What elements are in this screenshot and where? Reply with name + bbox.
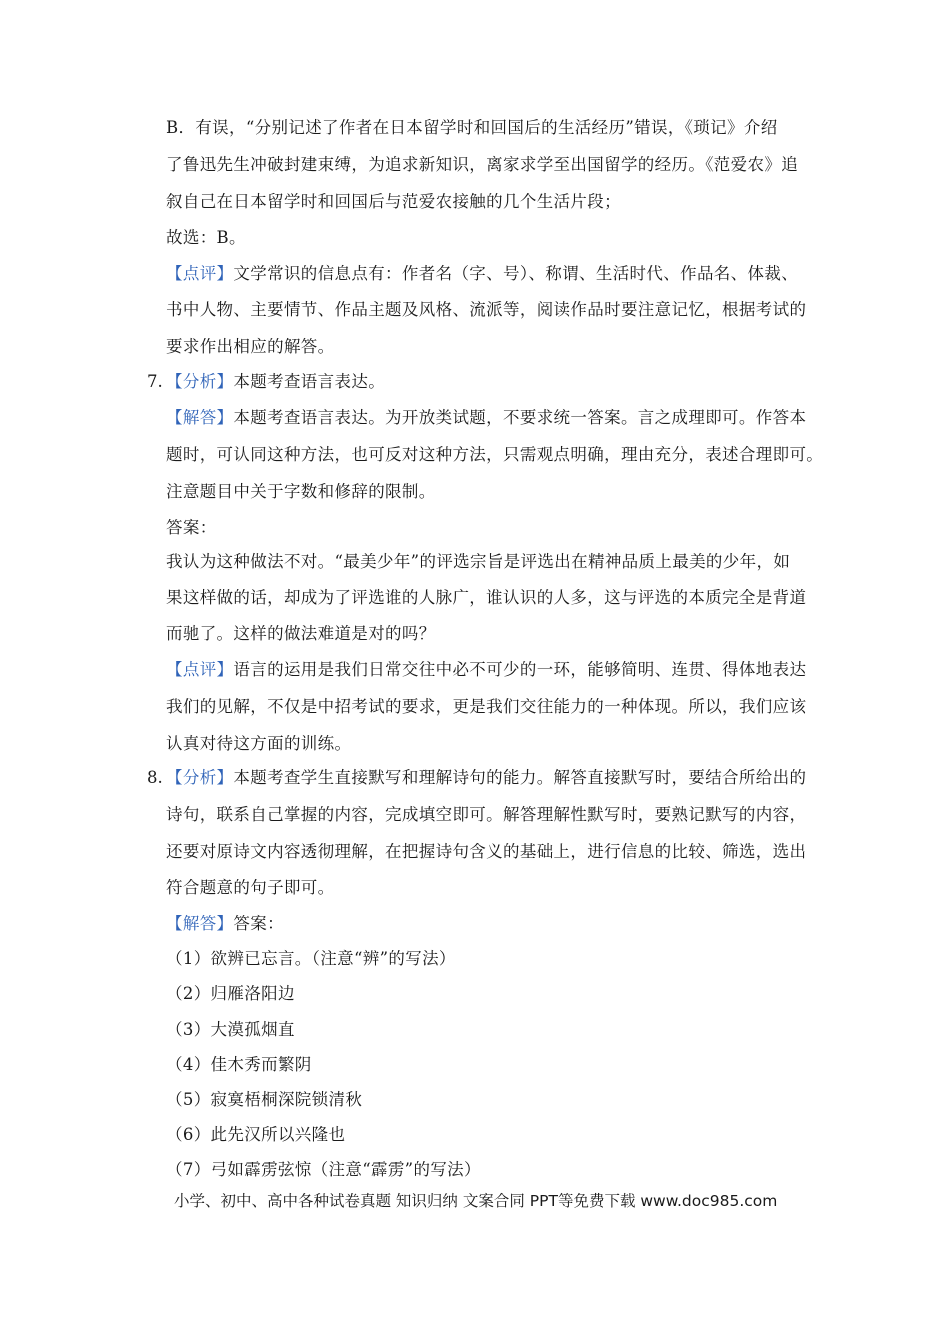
q8-answer-item-3: （3）大漠孤烟直 <box>166 1020 295 1039</box>
q7-answer-text-line-2: 果这样做的话，却成为了评选谁的人脉广，谁认识的人多，这与评选的本质完全是背道 <box>166 588 807 607</box>
analysis-tag: 【分析】 <box>166 372 234 391</box>
q8-analysis-line-4: 符合题意的句子即可。 <box>166 878 335 897</box>
q6-choice: 故选：B。 <box>166 228 246 247</box>
q7-number: 7. <box>147 372 163 391</box>
q8-answer-heading: 【解答】答案： <box>166 914 284 933</box>
review-tag: 【点评】 <box>166 264 234 283</box>
q8-answer-item-5: （5）寂寞梧桐深院锁清秋 <box>166 1090 363 1109</box>
q7-analysis: 【分析】本题考查语言表达。 <box>166 372 386 391</box>
answer-tag: 【解答】 <box>166 914 234 933</box>
q6-explanation-line-1: B．有误，“分别记述了作者在日本留学时和回国后的生活经历”错误，《琐记》介绍 <box>166 118 778 137</box>
q6-review-line-3: 要求作出相应的解答。 <box>166 337 335 356</box>
q6-explanation-line-2: 了鲁迅先生冲破封建束缚，为追求新知识，离家求学至出国留学的经历。《范爱农》追 <box>166 155 799 174</box>
q8-answer-item-4: （4）佳木秀而繁阴 <box>166 1055 312 1074</box>
q7-answer-line-3: 注意题目中关于字数和修辞的限制。 <box>166 482 436 501</box>
q6-review-line-1: 【点评】文学常识的信息点有：作者名（字、号）、称谓、生活时代、作品名、体裁、 <box>166 264 799 283</box>
review-tag: 【点评】 <box>166 660 234 679</box>
q8-number: 8. <box>147 768 163 787</box>
q6-explanation-line-3: 叙自己在日本留学时和回国后与范爱农接触的几个生活片段； <box>166 192 621 211</box>
q8-answer-item-6: （6）此先汉所以兴隆也 <box>166 1125 346 1144</box>
q7-answer-text-line-3: 而驰了。这样的做法难道是对的吗？ <box>166 624 436 643</box>
q8-answer-item-7: （7）弓如霹雳弦惊（注意“霹雳”的写法） <box>166 1160 481 1179</box>
q8-analysis-line-1: 【分析】本题考查学生直接默写和理解诗句的能力。解答直接默写时，要结合所给出的 <box>166 768 807 787</box>
q8-answer-item-2: （2）归雁洛阳边 <box>166 984 295 1003</box>
answer-tag: 【解答】 <box>166 408 234 427</box>
q7-answer-text-line-1: 我认为这种做法不对。“最美少年”的评选宗旨是评选出在精神品质上最美的少年，如 <box>166 552 791 571</box>
q7-review-line-3: 认真对待这方面的训练。 <box>166 734 352 753</box>
page-footer: 小学、初中、高中各种试卷真题 知识归纳 文案合同 PPT等免费下载 www.doc985.com <box>174 1192 778 1210</box>
q7-review-line-1: 【点评】语言的运用是我们日常交往中必不可少的一环，能够简明、连贯、得体地表达 <box>166 660 807 679</box>
q7-answer-line-2: 题时，可认同这种方法，也可反对这种方法，只需观点明确，理由充分，表述合理即可。 <box>166 445 824 464</box>
analysis-tag: 【分析】 <box>166 768 234 787</box>
q8-analysis-line-2: 诗句，联系自己掌握的内容，完成填空即可。解答理解性默写时，要熟记默写的内容， <box>166 805 807 824</box>
q6-review-line-2: 书中人物、主要情节、作品主题及风格、流派等，阅读作品时要注意记忆，根据考试的 <box>166 300 807 319</box>
q8-analysis-line-3: 还要对原诗文内容透彻理解，在把握诗句含义的基础上，进行信息的比较、筛选，选出 <box>166 842 807 861</box>
q7-review-line-2: 我们的见解，不仅是中招考试的要求，更是我们交往能力的一种体现。所以，我们应该 <box>166 697 807 716</box>
q7-answer-line-1: 【解答】本题考查语言表达。为开放类试题，不要求统一答案。言之成理即可。作答本 <box>166 408 807 427</box>
q7-answer-label: 答案： <box>166 518 217 537</box>
q8-answer-item-1: （1）欲辨已忘言。（注意“辨”的写法） <box>166 949 456 968</box>
